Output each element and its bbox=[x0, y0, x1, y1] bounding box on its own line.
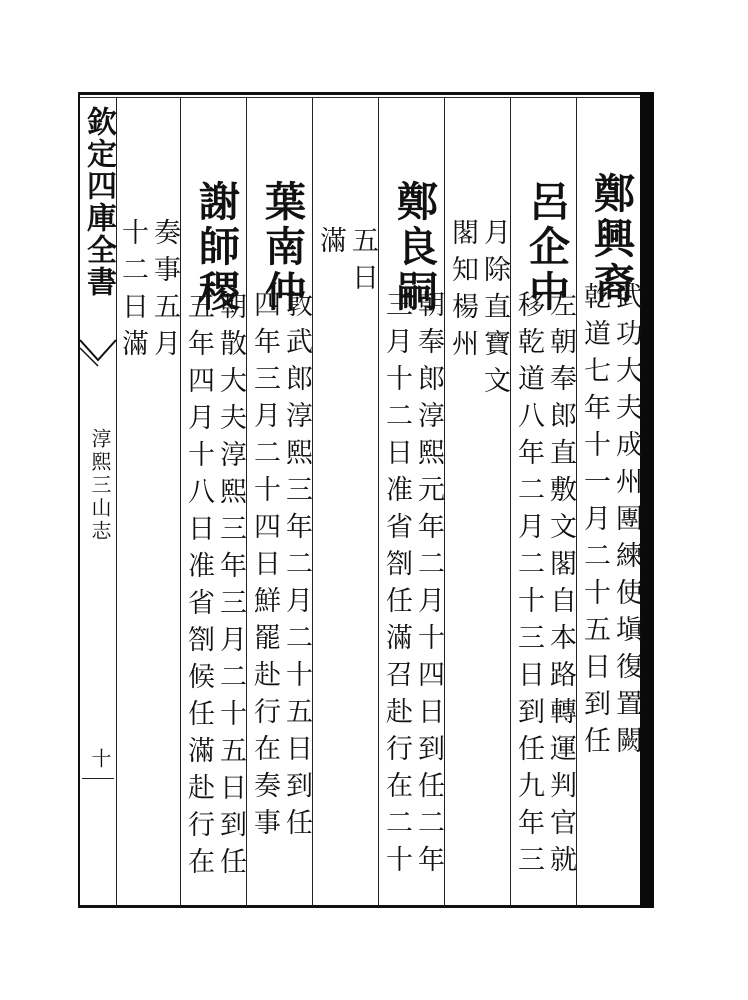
entry-note-line: 五日 bbox=[347, 226, 378, 300]
book-gutter bbox=[80, 98, 116, 906]
column-rule bbox=[246, 98, 247, 906]
entry-note-line: 十二日滿 bbox=[117, 218, 148, 366]
entry-note-line: 奏事五月 bbox=[149, 218, 180, 366]
frame-bottom-border bbox=[78, 905, 650, 908]
book-title: 欽定四庫全書 bbox=[81, 106, 116, 298]
entry-note-line: 武功大夫成州團練使塡復置闕 bbox=[611, 282, 642, 763]
frame-top-border bbox=[78, 92, 650, 95]
entry-name: 鄭良嗣 bbox=[390, 180, 438, 315]
entry-notes bbox=[248, 290, 312, 845]
volume-title: 淳熙三山志 bbox=[88, 428, 112, 543]
column-rule bbox=[510, 98, 511, 906]
entry-note-line: 移乾道八年二月二十三日到任九年三 bbox=[513, 290, 544, 882]
column-rule bbox=[576, 98, 577, 906]
page-number: 十 bbox=[88, 748, 112, 768]
entry-notes bbox=[578, 282, 642, 763]
entry-name: 葉南仲 bbox=[258, 180, 306, 315]
entry-name: 謝師稷 bbox=[192, 180, 240, 315]
entry-note-line: 三月十二日准省劄任滿召赴行在二十 bbox=[381, 290, 412, 882]
column-rule bbox=[378, 98, 379, 906]
entry-note-line: 月除直寶文 bbox=[479, 218, 510, 403]
frame-top-inner-border bbox=[78, 97, 650, 98]
column-rule bbox=[444, 98, 445, 906]
entry-note-line: 四年三月二十四日鮮罷赴行在奏事 bbox=[249, 290, 280, 845]
entry-notes-continuation bbox=[116, 218, 180, 366]
column-rule bbox=[180, 98, 181, 906]
entry-note-line: 閣知楊州 bbox=[447, 218, 478, 366]
entry-notes-continuation bbox=[446, 218, 510, 403]
entry-notes-continuation bbox=[314, 226, 378, 300]
entry-notes bbox=[182, 292, 246, 884]
fish-tail-mark-icon bbox=[80, 338, 116, 368]
column-rule bbox=[312, 98, 313, 906]
entry-note-line: 乾道七年十一月二十五日到任 bbox=[579, 282, 610, 763]
frame-right-border bbox=[640, 92, 654, 908]
entry-note-line: 滿 bbox=[315, 226, 346, 263]
page-number-rule bbox=[82, 778, 114, 779]
entry-note-line: 朝奉郎淳熙元年二月十四日到任二年 bbox=[413, 290, 444, 882]
entry-note-line: 朝散大夫淳熙三年三月二十五日到任 bbox=[215, 292, 246, 884]
entry-note-line: 五年四月十八日准省劄候任滿赴行在 bbox=[183, 292, 214, 884]
entry-name: 呂企中 bbox=[522, 180, 570, 315]
entry-note-line: 敦武郎淳熙三年二月二十五日到任 bbox=[281, 290, 312, 845]
entry-notes bbox=[380, 290, 444, 882]
entry-note-line: 左朝奉郎直敷文閣自本路轉運判官就 bbox=[545, 290, 576, 882]
entry-name: 鄭興裔 bbox=[587, 172, 635, 307]
entry-notes bbox=[512, 290, 576, 882]
